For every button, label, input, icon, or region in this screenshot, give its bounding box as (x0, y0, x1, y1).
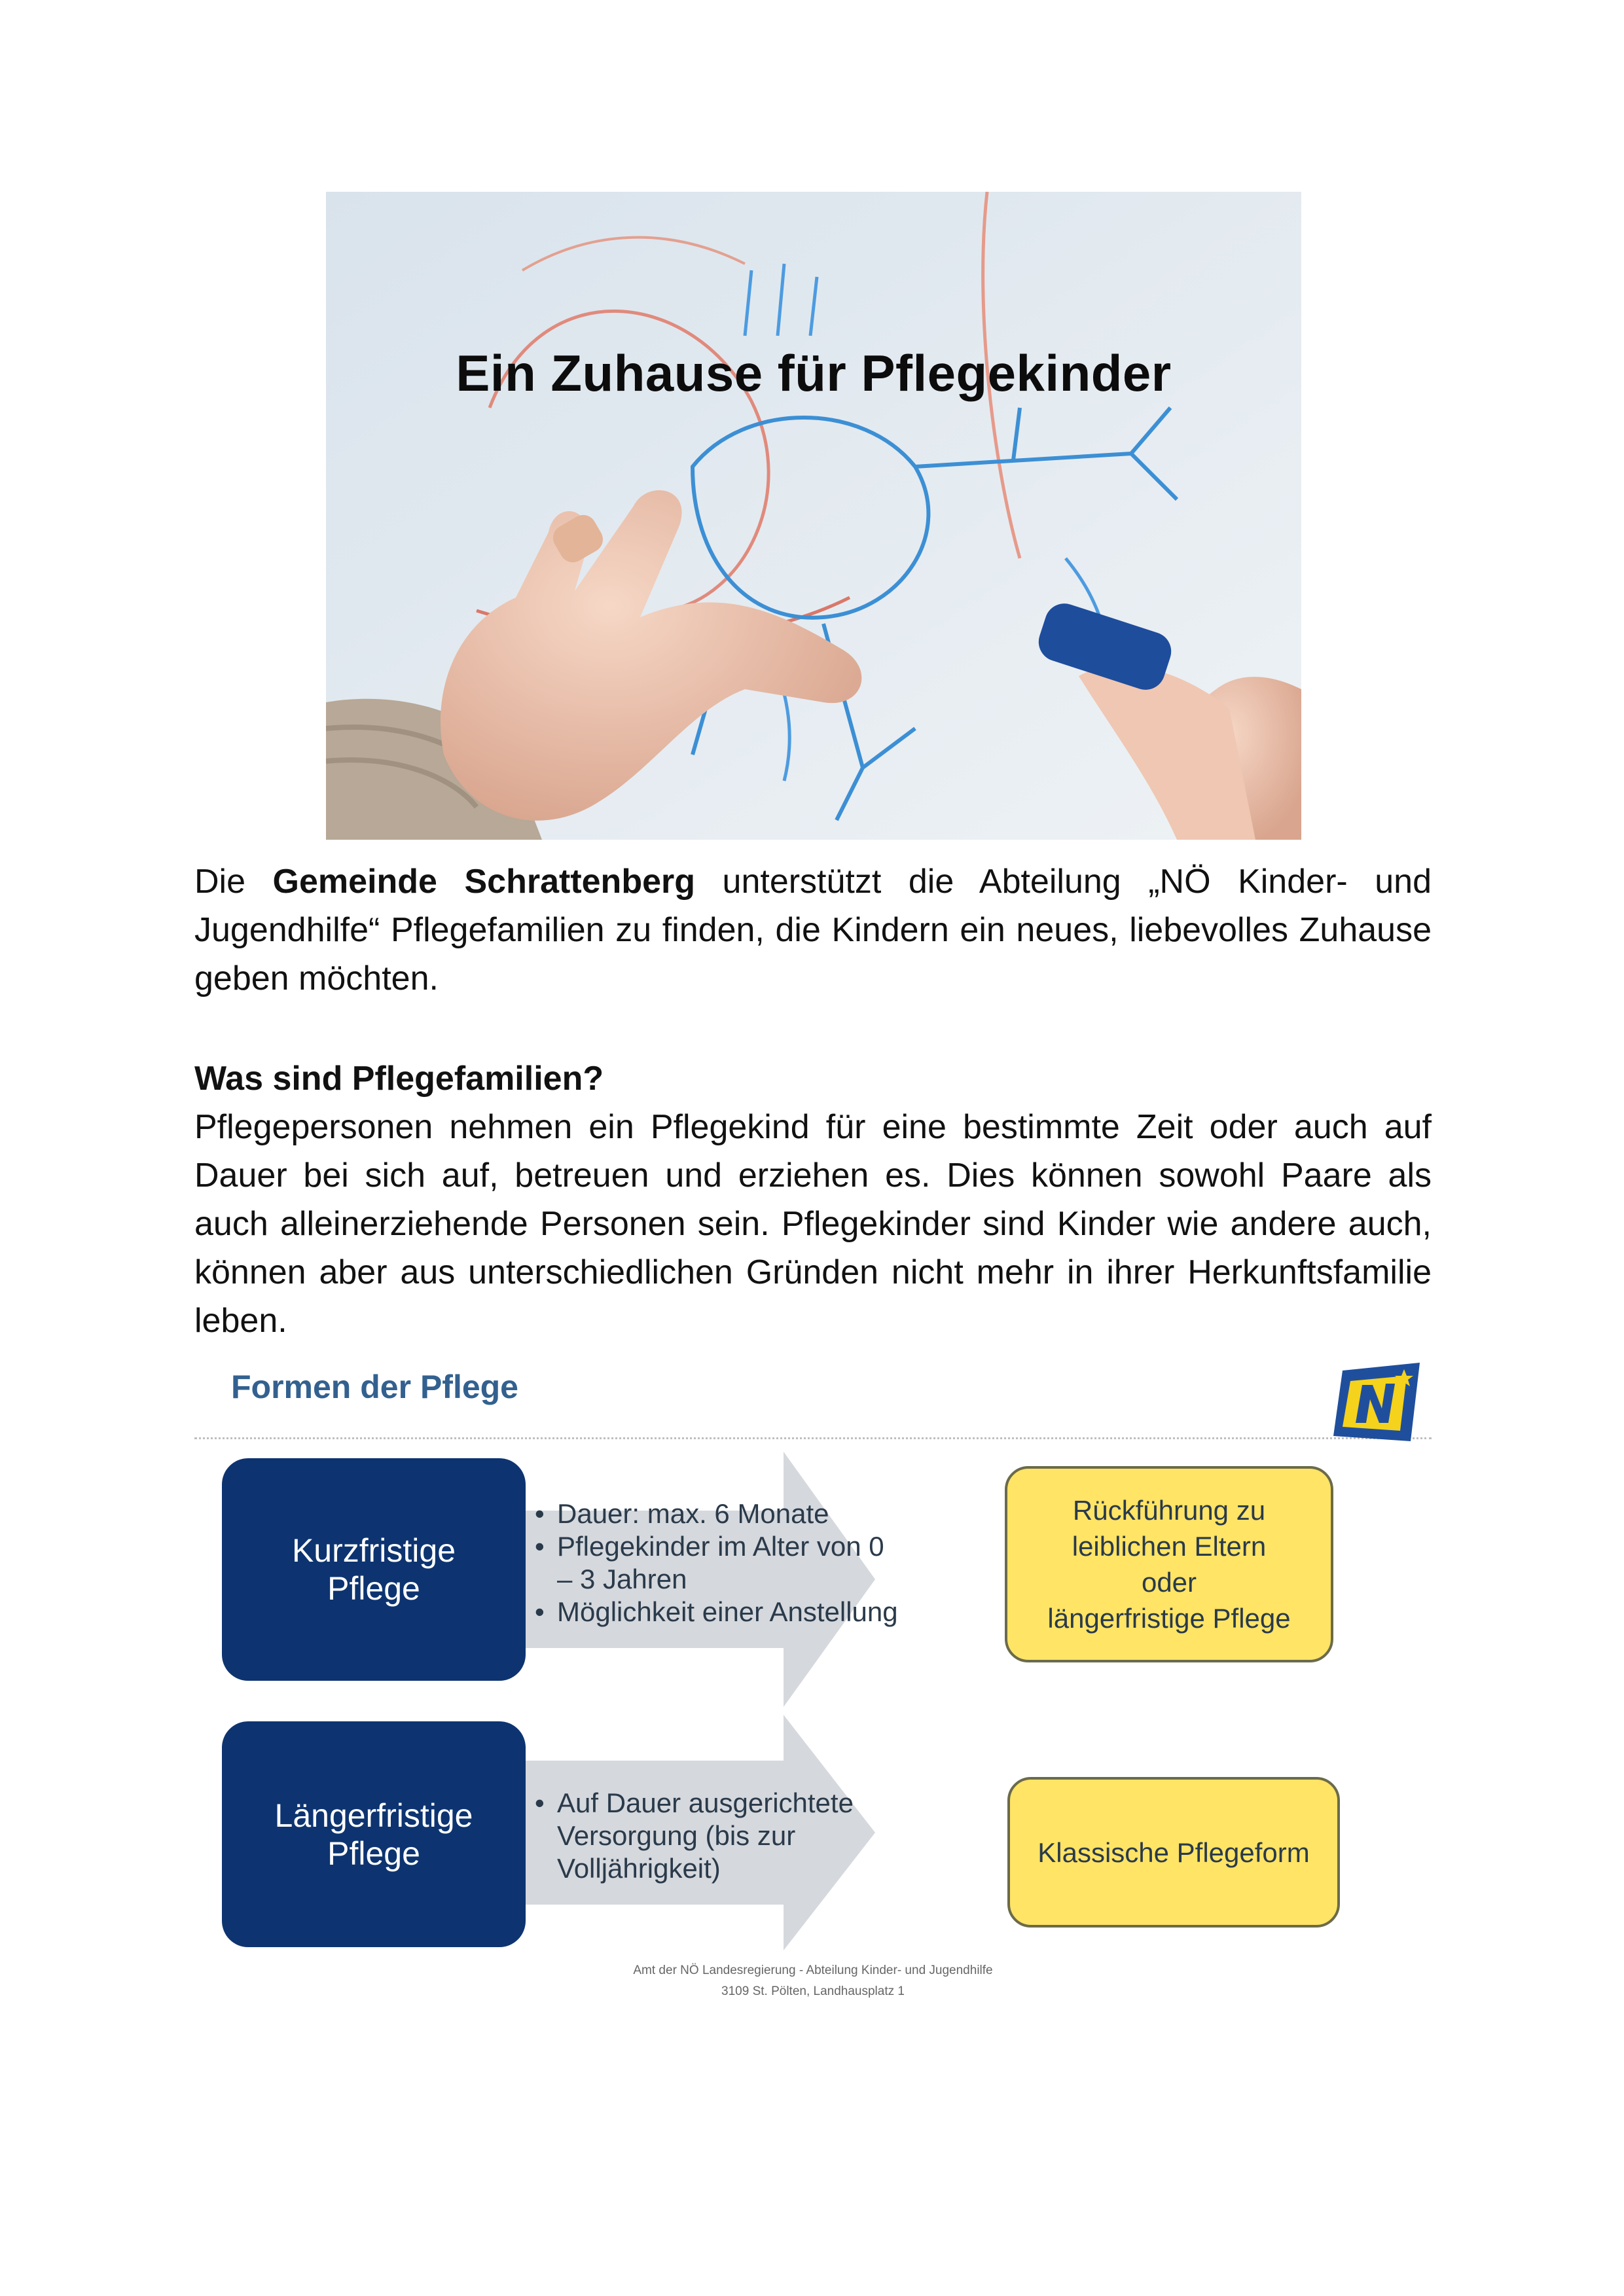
intro-paragraph (194, 857, 1432, 1003)
result-line: oder (1141, 1567, 1197, 1598)
kurzfristig-label-line1: Kurzfristige (291, 1532, 456, 1569)
child-drawing-photo-icon (326, 192, 1301, 840)
box-laengerfristige-pflege (222, 1721, 526, 1947)
slide-formen-der-pflege (194, 1348, 1432, 2022)
footer-line2: 3109 St. Pölten, Landhausplatz 1 (721, 1984, 905, 1998)
result-line: längerfristige Pflege (1047, 1603, 1291, 1634)
bullet-item: • Möglichkeit einer Anstellung (535, 1596, 901, 1628)
slide-title: Formen der Pflege (231, 1369, 518, 1405)
hero-image (326, 192, 1301, 840)
bullets-row1 (535, 1498, 901, 1628)
kurzfristig-label-line2: Pflege (327, 1570, 420, 1607)
result-box-row1 (1005, 1466, 1333, 1662)
box-kurzfristige-pflege (222, 1458, 526, 1681)
laengerfristig-label-line2: Pflege (327, 1835, 420, 1872)
intro-municipality: Gemeinde Schrattenberg (272, 863, 696, 901)
result-line: Rückführung zu (1072, 1495, 1266, 1526)
result-box-row2: Klassische Pflegeform (1007, 1777, 1340, 1928)
laengerfristig-label-line1: Längerfristige (274, 1797, 473, 1834)
noe-logo-icon (1333, 1363, 1420, 1441)
footer-line1: Amt der NÖ Landesregierung - Abteilung Kinder- und Jugendhilfe (633, 1964, 993, 1977)
section-paragraph: Pflegepersonen nehmen ein Pflegekind für eine bestimmte Zeit oder auch auf Dauer bei sich auf, betreuen und erziehen es. Dies können sowohl Paare als auch alleinerziehende Personen sein. Pflegekinder sind Kinder wie andere auch, können aber aus unterschiedlichen Gründen nicht mehr in ihrer Herkunftsfamilie leben. (194, 1108, 1432, 1340)
hero-title: Ein Zuhause für Pflegekinder (456, 344, 1172, 402)
bullet-item: • Dauer: max. 6 Monate (535, 1498, 901, 1530)
bullet-item: • Auf Dauer ausgerichtete Versorgung (bis zur Volljährigkeit) (535, 1787, 888, 1885)
section-heading: Was sind Pflegefamilien? (194, 1060, 604, 1098)
result-line: leiblichen Eltern (1072, 1531, 1267, 1562)
bullets-row2 (535, 1787, 888, 1885)
slide-divider (194, 1437, 1432, 1439)
intro-text-end: unterstützt die Abteilung „NÖ Kinder- und Jugendhilfe“ Pflegefamilien zu finden, die Kindern ein neues, liebevolles Zuhause geben möchten. (194, 863, 1432, 997)
bullet-item: • Pflegekinder im Alter von 0 – 3 Jahren (535, 1530, 901, 1596)
intro-text-start: Die (194, 863, 273, 901)
